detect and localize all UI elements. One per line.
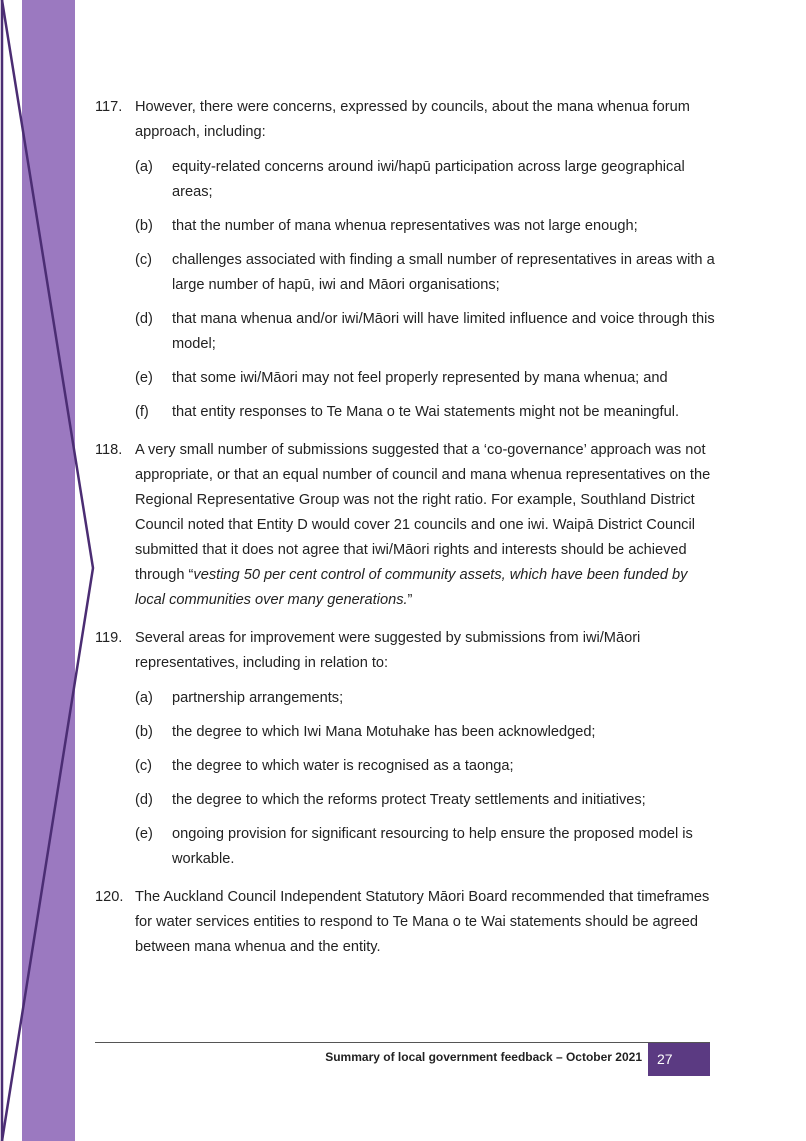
paragraph-119 <box>95 626 715 872</box>
list-item <box>135 720 715 745</box>
sub-list <box>135 686 715 872</box>
side-decorative-lines <box>0 0 100 1141</box>
list-letter: (c) <box>135 252 153 268</box>
paragraph-text: However, there were concerns, expressed by councils, about the mana whenua forum approach, including: <box>135 99 690 140</box>
footer-divider <box>95 1042 710 1043</box>
list-letter: (b) <box>135 218 153 234</box>
footer-title: Summary of local government feedback – October 2021 <box>325 1050 642 1064</box>
paragraph-number: 120. <box>95 889 124 905</box>
paragraph-text: The Auckland Council Independent Statutory Māori Board recommended that timeframes for water services entities to respond to Te Mana o te Wai statements should be agreed between mana whenua and the entity. <box>135 889 710 955</box>
list-letter: (a) <box>135 159 153 175</box>
list-item-text: the degree to which the reforms protect Treaty settlements and initiatives; <box>172 792 646 808</box>
paragraph-text: A very small number of submissions suggested that a ‘co-governance’ approach was not appropriate, or that an equal number of council and mana whenua representatives on the Regional Representative Group was not the right ratio. For example, Southland District Council noted that Entity D would cover 21 councils and one iwi. Waipā District Council submitted that it does not agree that iwi/Māori rights and interests should be achieved through “ <box>135 442 711 583</box>
list-item <box>135 788 715 813</box>
list-item <box>135 248 715 298</box>
list-item-text: equity-related concerns around iwi/hapū participation across large geographical areas; <box>172 159 685 200</box>
list-item-text: ongoing provision for significant resourcing to help ensure the proposed model is workable. <box>172 826 693 867</box>
quoted-text: vesting 50 per cent control of community assets, which have been funded by local communities over many generations. <box>135 567 688 608</box>
list-item <box>135 822 715 872</box>
paragraph-118 <box>95 438 715 613</box>
list-item-text: partnership arrangements; <box>172 690 344 706</box>
list-item-text: that the number of mana whenua representatives was not large enough; <box>172 218 638 234</box>
paragraph-text: Several areas for improvement were suggested by submissions from iwi/Māori representatives, including in relation to: <box>135 630 641 671</box>
list-letter: (e) <box>135 370 153 386</box>
list-item-text: that entity responses to Te Mana o te Wai statements might not be meaningful. <box>172 404 680 420</box>
paragraph-number: 118. <box>95 442 123 458</box>
list-item <box>135 214 715 239</box>
sub-list <box>135 155 715 425</box>
list-letter: (a) <box>135 690 153 706</box>
list-item <box>135 686 715 711</box>
list-item <box>135 155 715 205</box>
list-item-text: the degree to which Iwi Mana Motuhake has been acknowledged; <box>172 724 596 740</box>
list-item <box>135 307 715 357</box>
list-item-text: that some iwi/Māori may not feel properly represented by mana whenua; and <box>172 370 668 386</box>
closing-quote: ” <box>407 592 413 608</box>
list-item <box>135 754 715 779</box>
list-letter: (e) <box>135 826 153 842</box>
list-letter: (c) <box>135 758 153 774</box>
list-letter: (d) <box>135 792 153 808</box>
list-item-text: that mana whenua and/or iwi/Māori will have limited influence and voice through this model; <box>172 311 715 352</box>
paragraph-117 <box>95 95 715 425</box>
list-item-text: the degree to which water is recognised as a taonga; <box>172 758 514 774</box>
document-body <box>95 95 715 973</box>
page-number: 27 <box>648 1043 710 1076</box>
list-letter: (f) <box>135 404 149 420</box>
paragraph-number: 119. <box>95 630 123 646</box>
list-item-text: challenges associated with finding a small number of representatives in areas with a large number of hapū, iwi and Māori organisations; <box>172 252 715 293</box>
list-letter: (b) <box>135 724 153 740</box>
list-item <box>135 366 715 391</box>
list-letter: (d) <box>135 311 153 327</box>
paragraph-120 <box>95 885 715 960</box>
list-item <box>135 400 715 425</box>
paragraph-number: 117. <box>95 99 123 115</box>
